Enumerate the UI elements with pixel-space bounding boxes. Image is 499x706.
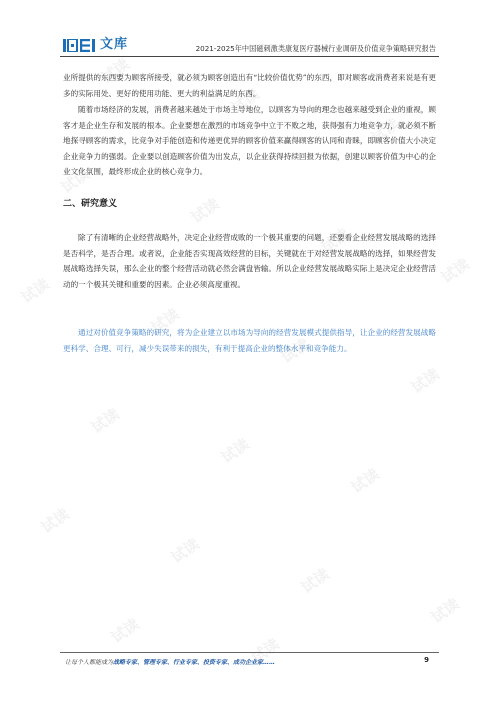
watermark: 试读 <box>87 404 123 437</box>
logo-mark-icon <box>63 39 96 52</box>
watermark: 试读 <box>187 194 223 227</box>
watermark: 试读 <box>427 594 463 627</box>
watermark: 试读 <box>317 224 353 257</box>
watermark: 试读 <box>17 274 53 307</box>
watermark: 试读 <box>407 364 443 397</box>
watermark: 试读 <box>37 504 73 537</box>
logo <box>63 38 128 52</box>
watermark: 试读 <box>437 254 473 287</box>
section-heading: 二、研究意义 <box>63 199 118 209</box>
watermark: 试读 <box>167 534 203 567</box>
watermark: 试读 <box>57 164 93 197</box>
watermark: 试读 <box>227 84 263 117</box>
watermark: 试读 <box>217 434 253 467</box>
footer-links: 战略专家、管理专家、行业专家、投资专家、成功企业家…… <box>113 659 276 666</box>
header-divider <box>60 56 439 57</box>
footer-slogan <box>65 657 275 666</box>
watermark: 试读 <box>277 334 313 367</box>
paragraph-1: 业所提供的东西要为顾客所接受，就必须为顾客创造出有“比较价值优势”的东西，即对顾客或消费者来说是有更多的实际用处、更好的使用功能、更大的利益满足的东西。 <box>63 73 436 98</box>
watermark: 试读 <box>347 464 383 497</box>
paragraph-2: 随着市场经济的发展，消费者越来越处于市场主导地位，以顾客为导向的理念也越来越受到企业的重视，顾客才是企业生存和发展的根本。企业要想在激烈的市场竞争中立于不败之地，获得强有力地竞争力，就必须不断地探寻顾客的需求，比竞争对手能创造和传递更优异的顾客价值来赢得顾客的认同和青睐，即顾客价值大小决定企业竞争力的强弱。企业要以创造顾客价值为出发点，以企业获得持续回报为依据，创建以顾客价值为中心的企业文化氛围，最终形成企业的核心竞争力。 <box>63 105 436 176</box>
highlight-paragraph: 通过对价值竞争策略的研究，将为企业建立以市场为导向的经营发展模式提供指导，让企业的经营发展战略更科学、合理、可行，减少失误带来的损失，有利于提高企业的整体水平和竞争能力。 <box>63 328 436 353</box>
footer-lead: 让每个人都能成为 <box>65 659 114 666</box>
watermark: 试读 <box>367 114 403 147</box>
paragraph-3: 除了有清晰的企业经营战略外，决定企业经营成败的一个极其重要的问题，还要看企业经营发展战略的选择是否科学，是否合理。或者说，企业能否实现高效经营的目标，关键就在于对经营发展战略的选择，如果经营发展战略选择失误，那么企业的整个经营活动就必然会满盘皆输。所以企业经营发展战略实际上是决定企业经营活动的一个极其关键和重要的因素。企业必须高度重视。 <box>63 233 436 289</box>
page-number: 9 <box>424 656 429 664</box>
watermark: 试读 <box>247 634 283 667</box>
footer-divider <box>60 652 439 653</box>
watermark: 试读 <box>107 614 143 647</box>
watermark: 试读 <box>97 54 133 87</box>
document-title: 2021-2025年中国磁刺激类康复医疗器械行业调研及价值竞争策略研究报告 <box>195 44 436 53</box>
watermark: 试读 <box>297 564 333 597</box>
logo-text: 文库 <box>100 37 129 52</box>
watermark: 试读 <box>147 304 183 337</box>
